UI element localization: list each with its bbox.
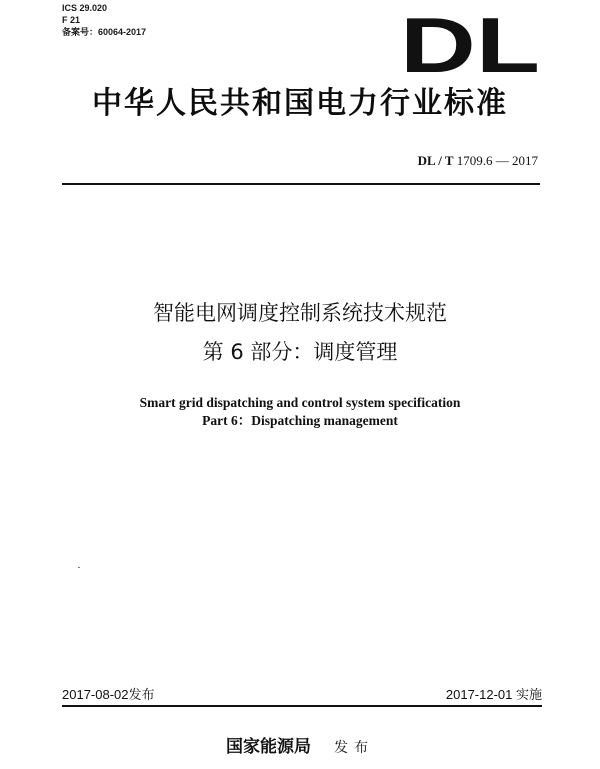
standard-code-number: 1709.6 — 2017: [456, 153, 538, 168]
ccs-code: F 21: [62, 15, 81, 25]
ics-code: ICS 29.020: [62, 3, 108, 13]
standard-code-prefix: DL / T: [417, 153, 454, 168]
title-zh-line1: 智能电网调度控制系统技术规范: [153, 301, 447, 325]
title-en-line2: Part 6：Dispatching management: [202, 413, 398, 428]
standard-body-name: 中华人民共和国电力行业标准: [92, 86, 508, 121]
issue-verb: 发布: [334, 740, 375, 756]
classification-block: [62, 2, 146, 38]
scan-speck: [78, 567, 80, 568]
title-en-line1: Smart grid dispatching and control system specification: [139, 395, 461, 410]
issue-date: 2017-08-02发布: [62, 687, 155, 702]
footer-divider: [62, 705, 542, 707]
standard-code: [418, 153, 538, 169]
issuing-organization: 国家能源局: [225, 737, 311, 757]
issuer-line: [0, 736, 600, 759]
dl-logo: [399, 14, 541, 74]
dl-logo-text: DL: [400, 14, 540, 74]
record-number: 备案号：60064-2017: [62, 27, 147, 37]
implementation-date: 2017-12-01 实施: [445, 687, 542, 702]
header-divider: [62, 183, 540, 185]
title-zh-line2: 第 6 部分：调度管理: [202, 340, 398, 364]
